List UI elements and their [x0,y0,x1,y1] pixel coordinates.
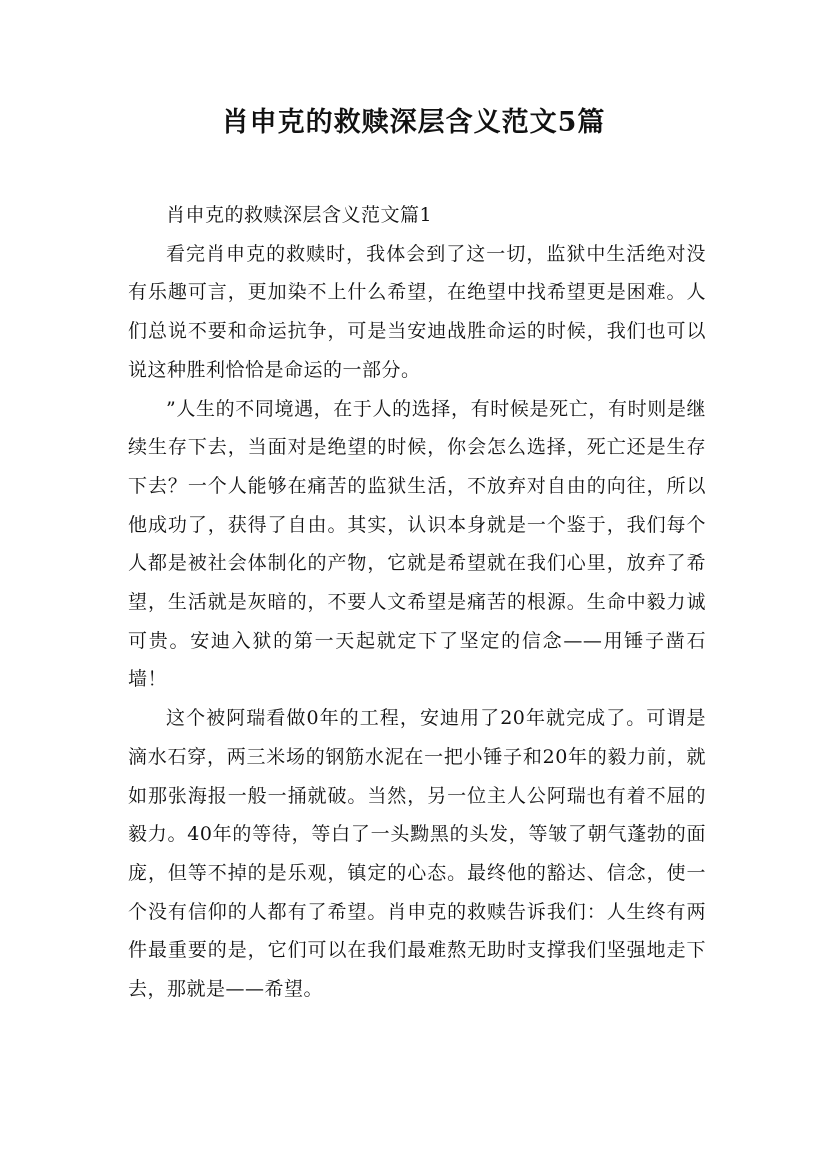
paragraph-1: 看完肖申克的救赎时，我体会到了这一切，监狱中生活绝对没有乐趣可言，更加染不上什么希望，在绝望中找希望更是困难。人们总说不要和命运抗争，可是当安迪战胜命运的时候，我们也可以说这种胜利恰恰是命运的一部分。 [128,242,706,381]
section-heading: 肖申克的救赎深层含义范文篇1 [166,204,433,226]
paragraph-2: ”人生的不同境遇，在于人的选择，有时候是死亡，有时则是继续生存下去，当面对是绝望的时候，你会怎么选择，死亡还是生存下去？一个人能够在痛苦的监狱生活，不放弃对自由的向往，所以他成功了，获得了自由。其实，认识本身就是一个鉴于，我们每个人都是被社会体制化的产物，它就是希望就在我们心里，放弃了希望，生活就是灰暗的，不要人文希望是痛苦的根源。生命中毅力诚可贵。安迪入狱的第一天起就定下了坚定的信念——用锤子凿石墙！ [128,397,706,691]
article-body [128,196,706,1009]
document-title: 肖申克的救赎深层含义范文5篇 [221,107,606,138]
paragraph-3: 这个被阿瑞看做0年的工程，安迪用了20年就完成了。可谓是滴水石穿，两三米场的钢筋水泥在一把小锤子和20年的毅力前，就如那张海报一般一捅就破。当然，另一位主人公阿瑞也有着不屈的毅力。40年的等待，等白了一头黝黑的头发，等皱了朝气蓬勃的面庞，但等不掉的是乐观，镇定的心态。最终他的豁达、信念，使一个没有信仰的人都有了希望。肖申克的救赎告诉我们：人生终有两件最重要的是，它们可以在我们最难熬无助时支撑我们坚强地走下去，那就是——希望。 [128,707,706,1001]
